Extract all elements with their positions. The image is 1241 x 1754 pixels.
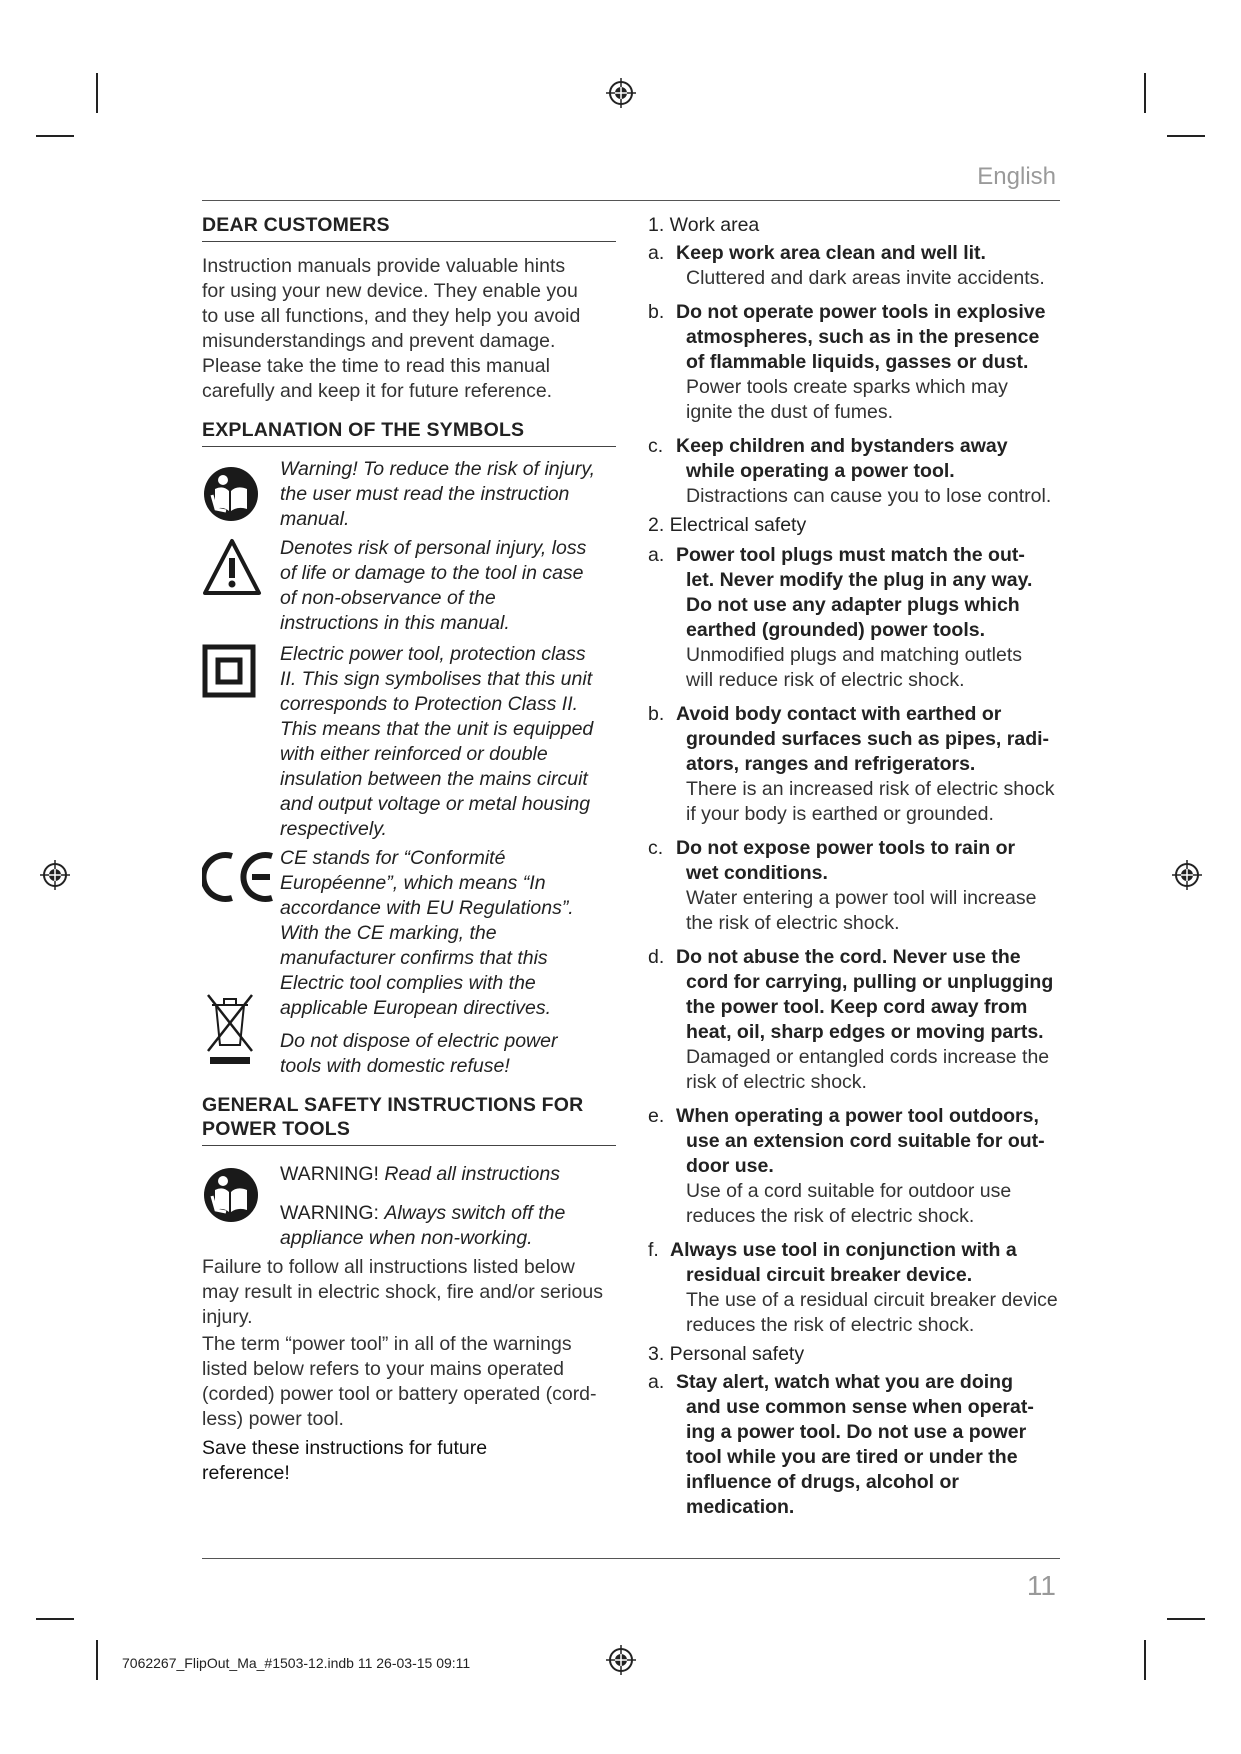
rule-1b: b. Do not operate power tools in explosive atmospheres, such as in the presence of flammable liquids, gasses or dust. Power tools create sparks which may ignite the dust of fumes.: [648, 301, 1046, 423]
crop-mark: [1144, 1640, 1146, 1680]
section-electrical-safety: 2. Electrical safety: [648, 514, 807, 536]
symbols-heading: EXPLANATION OF THE SYMBOLS: [202, 418, 616, 447]
general-safety-heading: GENERAL SAFETY INSTRUCTIONS FOR POWER TOOLS: [202, 1093, 616, 1146]
dear-customers-heading: DEAR CUSTOMERS: [202, 213, 616, 242]
read-manual-icon: [202, 465, 260, 523]
crop-mark: [96, 1640, 98, 1680]
page-number: 11: [1026, 1570, 1056, 1601]
warning-read-instructions: WARNING! Read all instructions: [280, 1163, 560, 1185]
registration-mark-icon: [40, 860, 70, 890]
general-warnings: [202, 1162, 616, 1251]
crop-mark: [36, 135, 74, 137]
left-column: [202, 213, 616, 1486]
ce-mark-icon: [202, 850, 278, 904]
right-column: [648, 213, 1060, 1520]
warning-triangle-icon: [202, 538, 262, 596]
crop-mark: [1167, 1618, 1205, 1620]
power-tool-term-paragraph: The term “power tool” in all of the warnings listed below refers to your mains operated (corded) power tool or battery operated (cord- less) power tool.: [202, 1333, 597, 1430]
footer-rule: [202, 1558, 1060, 1559]
header-rule: [202, 200, 1060, 201]
protection-class-2-icon: [202, 644, 256, 698]
dear-customers-text: Instruction manuals provide valuable hints for using your new device. They enable you to use all functions, and they help you avoid misunderstandings and prevent damage. Please take the time to read this manual carefully and keep it for future reference.: [202, 255, 581, 402]
rule-1c: c. Keep children and bystanders away while operating a power tool. Distractions can cause you to lose control.: [648, 435, 1052, 507]
rule-2b: b. Avoid body contact with earthed or grounded surfaces such as pipes, radi- ators, ranges and refrigerators. There is an increased risk of electric shock if your body is earthed or grounded.: [648, 703, 1055, 825]
save-instructions: Save these instructions for future reference!: [202, 1437, 488, 1484]
rule-2c: c. Do not expose power tools to rain or wet conditions. Water entering a power tool will increase the risk of electric shock.: [648, 837, 1037, 934]
registration-mark-icon: [606, 1645, 636, 1675]
registration-mark-icon: [1172, 860, 1202, 890]
rule-2d: d. Do not abuse the cord. Never use the cord for carrying, pulling or unplugging the power tool. Keep cord away from heat, oil, sharp edges or moving parts. Damaged or entangled cords increase the risk of electric shock.: [648, 946, 1054, 1093]
symbol-weee: Do not dispose of electric power tools with domestic refuse!: [202, 1029, 616, 1079]
symbol-warning: Denotes risk of personal injury, loss of life or damage to the tool in case of non-observance of the instructions in this manual.: [202, 536, 616, 636]
section-work-area: 1. Work area: [648, 214, 760, 236]
print-file-info: 7062267_FlipOut_Ma_#1503-12.indb 11 26-03-15 09:11: [122, 1655, 471, 1671]
failure-paragraph: Failure to follow all instructions listed below may result in electric shock, fire and/or serious injury.: [202, 1256, 603, 1328]
symbol-read-manual: Warning! To reduce the risk of injury, the user must read the instruction manual.: [202, 457, 616, 532]
rule-2f: f. Always use tool in conjunction with a residual circuit breaker device. The use of a residual circuit breaker device reduces the risk of electric shock.: [648, 1239, 1058, 1336]
read-manual-icon: [202, 1166, 260, 1224]
registration-mark-icon: [606, 78, 636, 108]
crop-mark: [1144, 73, 1146, 113]
crop-mark: [1167, 135, 1205, 137]
section-personal-safety: 3. Personal safety: [648, 1343, 805, 1365]
rule-1a: a. Keep work area clean and well lit. Cluttered and dark areas invite accidents.: [648, 242, 1045, 289]
crop-mark: [96, 73, 98, 113]
rule-2a: a. Power tool plugs must match the out- let. Never modify the plug in any way. Do not use any adapter plugs which earthed (grounded) power tools. Unmodified plugs and matching outlets will reduce risk of electric shock.: [648, 544, 1033, 691]
rule-3a: a. Stay alert, watch what you are doing and use common sense when operat- ing a power tool. Do not use a power tool while you are tired or under the influence of drugs, alcohol or medication.: [648, 1371, 1034, 1518]
symbol-protection-class: Electric power tool, protection class II. This sign symbolises that this unit corresponds to Protection Class II. This means that the unit is equipped with either reinforced or double insulation between the mains circuit and output voltage or metal housing respectively.: [202, 642, 616, 842]
rule-2e: e. When operating a power tool outdoors, use an extension cord suitable for out- door use. Use of a cord suitable for outdoor use reduces the risk of electric shock.: [648, 1105, 1045, 1227]
weee-bin-icon: [204, 991, 256, 1065]
symbol-ce: CE stands for “Conformité Européenne”, which means “In accordance with EU Regulations”. With the CE marking, the manufacturer confirms that this Electric tool complies with the applicable European directives.: [202, 846, 616, 1021]
crop-mark: [36, 1618, 74, 1620]
language-label: English: [977, 163, 1056, 190]
warning-switch-off: WARNING: Always switch off the appliance when non-working.: [280, 1202, 566, 1249]
